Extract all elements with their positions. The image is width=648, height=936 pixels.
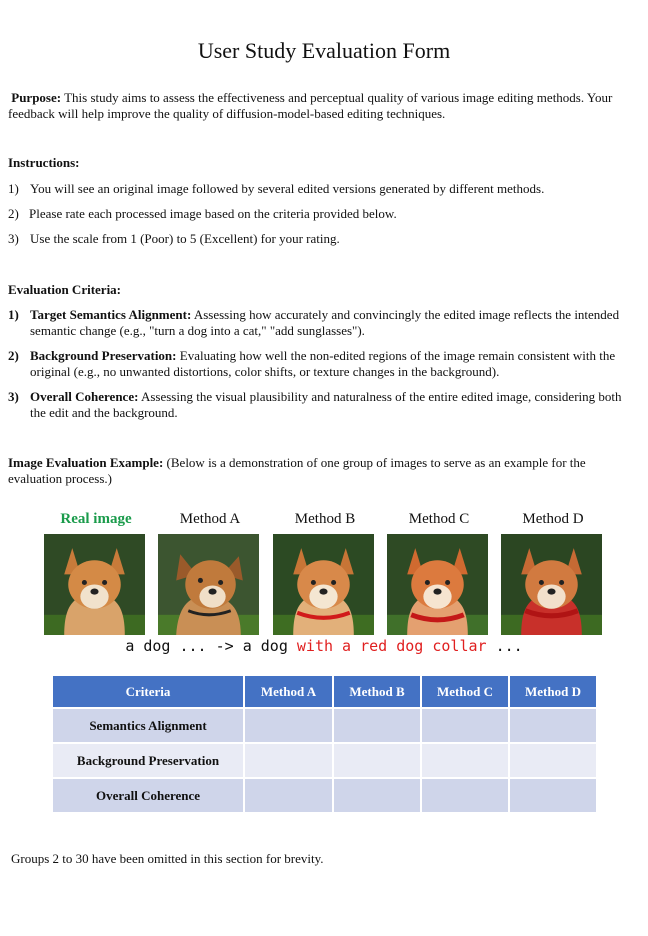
instruction-item bbox=[8, 181, 638, 197]
row-label-overall-coherence: Overall Coherence bbox=[53, 779, 243, 812]
method-b-dog-image bbox=[273, 534, 374, 635]
caption-prefix: a dog ... -> a dog bbox=[125, 637, 297, 655]
instruction-number: 2) bbox=[8, 206, 19, 221]
criterion-item bbox=[8, 307, 638, 339]
method-a-dog-image bbox=[158, 534, 259, 635]
evaluation-table bbox=[51, 674, 598, 814]
rating-cell[interactable] bbox=[422, 709, 508, 742]
example-label: Image Evaluation Example: bbox=[8, 455, 164, 470]
header-method-c: Method C bbox=[422, 676, 508, 707]
caption-suffix: ... bbox=[486, 637, 523, 655]
instruction-text: Use the scale from 1 (Poor) to 5 (Excellent) for your rating. bbox=[30, 231, 340, 246]
header-method-a: Method A bbox=[245, 676, 332, 707]
rating-cell[interactable] bbox=[510, 779, 596, 812]
purpose-text: This study aims to assess the effectiveness and perceptual quality of various image editing methods. Your feedback will help improve the quality of diffusion-model-based editing techniques. bbox=[8, 90, 613, 121]
instruction-text: You will see an original image followed by several edited versions generated by different methods. bbox=[30, 181, 545, 196]
method-c-dog-image bbox=[387, 534, 488, 635]
rating-cell[interactable] bbox=[510, 709, 596, 742]
table-row bbox=[53, 709, 596, 742]
header-method-b: Method B bbox=[334, 676, 420, 707]
instruction-item bbox=[8, 206, 638, 222]
table-row bbox=[53, 744, 596, 777]
footer-note: Groups 2 to 30 have been omitted in this section for brevity. bbox=[11, 851, 324, 866]
rating-cell[interactable] bbox=[245, 779, 332, 812]
instruction-number: 1) bbox=[8, 181, 19, 196]
rating-cell[interactable] bbox=[334, 709, 420, 742]
image-label-method-c: Method C bbox=[408, 511, 470, 527]
criterion-number: 3) bbox=[8, 389, 19, 404]
header-method-d: Method D bbox=[510, 676, 596, 707]
table-header-row bbox=[53, 676, 596, 707]
instruction-item bbox=[8, 231, 638, 247]
row-label-semantics-alignment: Semantics Alignment bbox=[53, 709, 243, 742]
example-paragraph bbox=[8, 455, 638, 487]
image-label-method-b: Method B bbox=[294, 511, 356, 527]
real-dog-image bbox=[44, 534, 145, 635]
criterion-label: Background Preservation: bbox=[30, 348, 177, 363]
purpose-paragraph bbox=[8, 90, 638, 122]
criterion-item bbox=[8, 348, 638, 380]
criterion-label: Target Semantics Alignment: bbox=[30, 307, 192, 322]
caption-highlight: with a red dog collar bbox=[296, 637, 487, 655]
criterion-number: 2) bbox=[8, 348, 19, 363]
rating-cell[interactable] bbox=[422, 744, 508, 777]
criterion-text: Assessing the visual plausibility and naturalness of the entire edited image, considering both the edit and the background. bbox=[30, 389, 622, 420]
instruction-text: Please rate each processed image based on the criteria provided below. bbox=[29, 206, 397, 221]
instruction-number: 3) bbox=[8, 231, 19, 246]
edit-prompt-caption bbox=[0, 637, 648, 655]
row-label-background-preservation: Background Preservation bbox=[53, 744, 243, 777]
instructions-heading: Instructions: bbox=[8, 155, 80, 170]
method-d-dog-image bbox=[501, 534, 602, 635]
criterion-label: Overall Coherence: bbox=[30, 389, 139, 404]
rating-cell[interactable] bbox=[510, 744, 596, 777]
table-row bbox=[53, 779, 596, 812]
image-label-method-d: Method D bbox=[522, 511, 584, 527]
page-title: User Study Evaluation Form bbox=[197, 38, 451, 63]
rating-cell[interactable] bbox=[245, 744, 332, 777]
header-criteria: Criteria bbox=[53, 676, 243, 707]
example-text: (Below is a demonstration of one group of images to serve as an example for the evaluation process.) bbox=[8, 455, 586, 486]
image-label-method-a: Method A bbox=[179, 511, 241, 527]
rating-cell[interactable] bbox=[422, 779, 508, 812]
rating-cell[interactable] bbox=[334, 779, 420, 812]
criterion-text: Evaluating how well the non-edited regions of the image remain consistent with the original (e.g., no unwanted distortions, color shifts, or texture changes in the background). bbox=[30, 348, 616, 379]
rating-cell[interactable] bbox=[245, 709, 332, 742]
image-label-real: Real image bbox=[60, 511, 132, 527]
criterion-text: Assessing how accurately and convincingly the edited image reflects the intended semantic change (e.g., "turn a dog into a cat," "add sunglasses"). bbox=[30, 307, 620, 338]
purpose-label: Purpose: bbox=[11, 90, 62, 105]
criterion-item bbox=[8, 389, 638, 421]
criterion-number: 1) bbox=[8, 307, 19, 322]
criteria-heading: Evaluation Criteria: bbox=[8, 282, 122, 297]
rating-cell[interactable] bbox=[334, 744, 420, 777]
